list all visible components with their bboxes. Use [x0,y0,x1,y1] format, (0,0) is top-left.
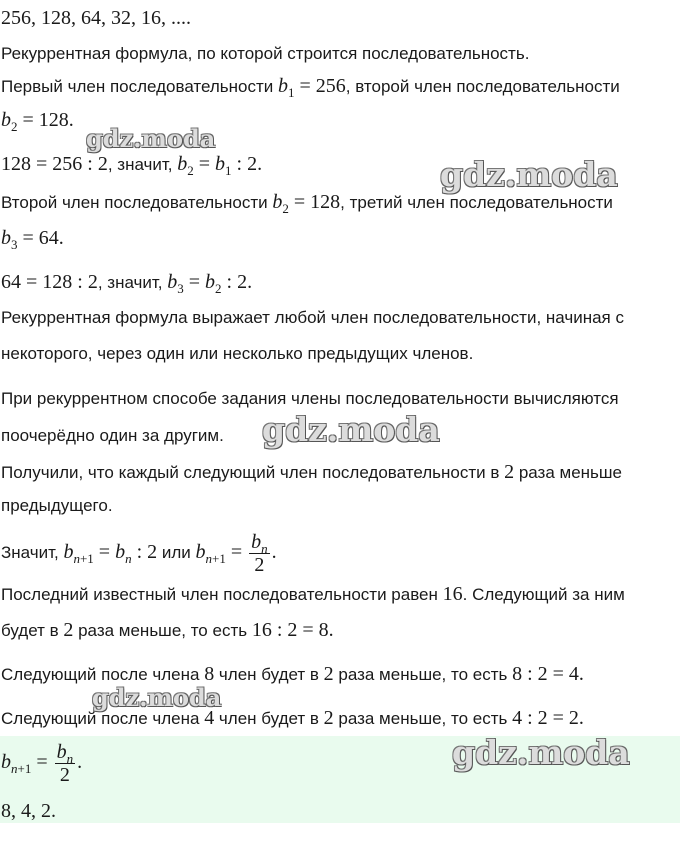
watermark-1: gdz.moda [86,124,216,153]
answer-formula: $b_{n+1}$ = $\frac{b_n}{2}$ . [1,741,83,787]
relation-line-2 [1,270,252,295]
last-known-2: будет в 2 раза меньше, то есть 16 : 2 = 8. [1,619,334,641]
relation-mid-2: , значит, [97,273,168,292]
b2-from-b1: $b_2 = b_1$ : 2. [177,153,263,178]
watermark-2: gdz.moda [440,155,618,194]
eq-64: 64 = 128 : 2 [1,271,98,293]
answer-fraction: $\frac{b_n}{2}$ [56,741,74,787]
formula-intro: Рекуррентная формула, по которой строится последовательность. [1,44,530,63]
answer-result: 8, 4, 2. [1,800,56,822]
formula-line: Значит, $b_{n+1} = b_n$ : 2 или $b_{n+1}$ = $\frac{b_n}{2}$ . [1,531,277,577]
conclusion-2: предыдущего. [1,496,113,515]
b2-eq-line: $b_2 = 128$. [1,109,74,134]
b2-eq: $b_2 = 128$ [272,191,341,216]
recurrence-def-1: Рекуррентная формула выражает любой член последовательности, начиная с [1,308,624,327]
formula-colon: $b_{n+1} = b_n$ : 2 [63,541,158,566]
relation-line-1 [1,152,262,177]
next-after-4: Следующий после члена 4 член будет в 2 раза меньше, то есть 4 : 2 = 2. [1,707,584,729]
next-after-8: Следующий после члена 8 член будет в 2 раза меньше, то есть 8 : 2 = 4. [1,663,584,685]
relation-mid-1: , значит, [107,155,178,174]
last-known-1: Последний известный член последовательности равен 16. Следующий за ним [1,583,625,605]
formula-frac-left: $b_{n+1}$ = [195,541,248,566]
method-1: При рекуррентном способе задания члены последовательности вычисляются [1,389,619,408]
b3-from-b2: $b_3 = b_2$ : 2. [167,271,253,296]
second-term-tail: , третий член последовательности [340,193,613,212]
conclusion-1: Получили, что каждый следующий член последовательности в 2 раза меньше [1,461,622,483]
recurrence-def-2: некоторого, через один или несколько предыдущих членов. [1,344,474,363]
first-term-tail: , второй член последовательности [345,77,620,96]
method-2: поочерёдно один за другим. [1,426,224,445]
first-term-text [1,74,620,99]
sequence-line: 256, 128, 64, 32, 16, .... [1,7,191,29]
first-term-label: Первый член последовательности [1,77,279,96]
second-term-label: Второй член последовательности [1,193,273,212]
b1-eq: $b_1 = 256$ [278,75,346,100]
b3-eq-line: $b_3 = 64$. [1,227,64,252]
watermark-3: gdz.moda [262,410,440,449]
formula-fraction: $\frac{b_n}{2}$ [251,531,268,577]
watermark-4: gdz.moda [92,683,222,712]
eq-128: 128 = 256 : 2 [1,153,108,175]
watermark-5: gdz.moda [452,733,630,772]
